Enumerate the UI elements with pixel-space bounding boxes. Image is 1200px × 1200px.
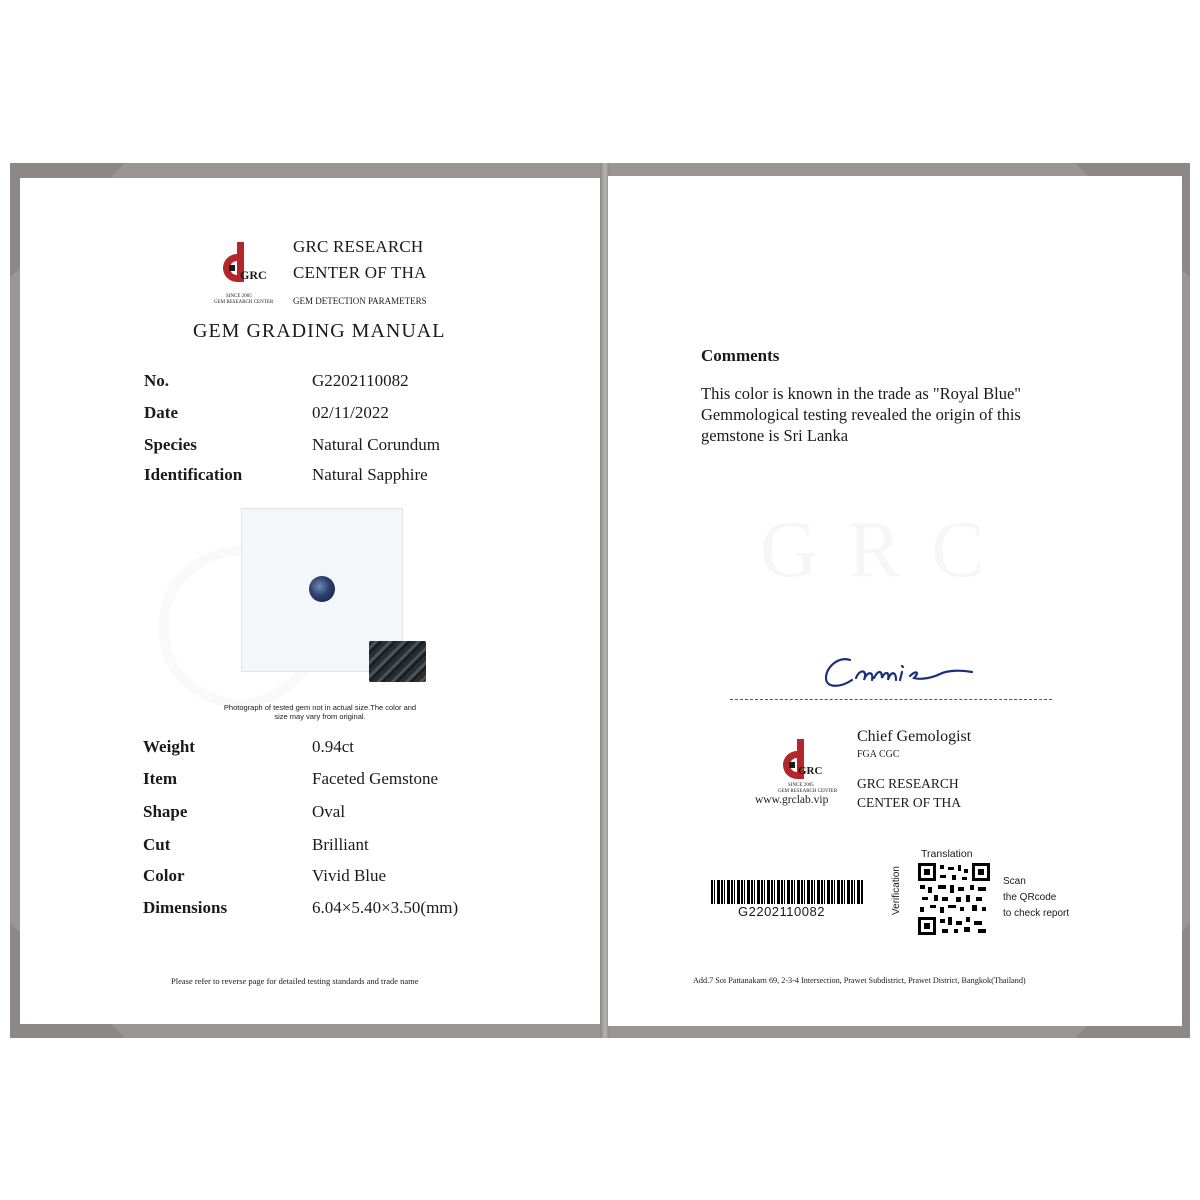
brand-name-line2: CENTER OF THA (293, 263, 427, 282)
left-footer-note: Please refer to reverse page for detailed testing standards and trade name (171, 976, 419, 986)
field-value-date: 02/11/2022 (312, 403, 389, 422)
signer-title: Chief Gemologist (857, 728, 972, 745)
field-value-species: Natural Corundum (312, 435, 440, 454)
hologram-sticker (369, 641, 426, 682)
field-label-cut: Cut (143, 835, 171, 854)
logo-since: SINCE 2005 (226, 294, 252, 299)
logo-center: GEM RESEARCH CENTER (778, 789, 838, 794)
barcode-image (711, 880, 863, 904)
field-label-date: Date (144, 403, 178, 422)
logo-since: SINCE 2005 (788, 783, 814, 788)
field-value-item: Faceted Gemstone (312, 769, 439, 788)
logo-text: GRC (240, 268, 267, 282)
signature-image (822, 648, 977, 694)
qr-side-label: Verification (890, 866, 902, 915)
lab-address: Add.7 Soi Pattanakarn 69, 2-3-4 Intersection, Prawet Subdistrict, Prawet District, Bangkok(Thailand) (693, 976, 1026, 985)
org-name-line2: CENTER OF THA (857, 795, 962, 810)
photo-caption-line2: size may vary from original. (274, 712, 366, 721)
comments-title: Comments (701, 346, 780, 365)
brand-subtitle: GEM DETECTION PARAMETERS (293, 296, 427, 306)
qr-code-image[interactable] (918, 863, 990, 935)
field-label-shape: Shape (143, 802, 188, 821)
barcode-number: G2202110082 (738, 904, 825, 919)
comment-line-1: This color is known in the trade as "Royal Blue" (701, 384, 1022, 403)
field-label-color: Color (143, 866, 185, 885)
field-label-identification: Identification (144, 465, 243, 484)
field-value-no: G2202110082 (312, 371, 409, 390)
field-value-color: Vivid Blue (312, 866, 387, 885)
sapphire-gem-image (309, 576, 335, 602)
field-value-weight: 0.94ct (312, 737, 355, 756)
scan-instruction-line2: the QRcode (1003, 892, 1057, 903)
qr-top-label: Translation (921, 848, 973, 860)
field-label-species: Species (144, 435, 197, 454)
field-value-cut: Brilliant (312, 835, 369, 854)
field-label-weight: Weight (143, 737, 195, 756)
logo-text: GRC (798, 765, 823, 777)
scan-instruction-line1: Scan (1003, 876, 1026, 887)
field-value-identification: Natural Sapphire (312, 465, 428, 484)
comment-line-2: Gemmological testing revealed the origin of this (701, 405, 1021, 424)
grc-logo-icon (775, 737, 819, 789)
scan-instruction-line3: to check report (1003, 908, 1070, 919)
field-value-dimensions: 6.04×5.40×3.50(mm) (312, 898, 459, 917)
comment-line-3: gemstone is Sri Lanka (701, 426, 849, 445)
manual-title: GEM GRADING MANUAL (193, 320, 446, 342)
field-label-item: Item (143, 769, 177, 788)
website-link[interactable]: www.grclab.vip (755, 794, 829, 806)
signer-credentials: FGA CGC (857, 749, 900, 760)
watermark-letters (760, 505, 1015, 596)
photo-caption-line1: Photograph of tested gem not in actual size.The color and (223, 703, 417, 712)
signature-line (730, 699, 1052, 700)
field-label-no: No. (144, 371, 170, 390)
field-label-dimensions: Dimensions (143, 898, 228, 917)
brand-name-line1: GRC RESEARCH (293, 237, 424, 256)
field-value-shape: Oval (312, 802, 346, 821)
org-name-line1: GRC RESEARCH (857, 776, 959, 791)
grc-logo-icon (215, 240, 259, 292)
logo-center: GEM RESEARCH CENTER (214, 300, 274, 305)
